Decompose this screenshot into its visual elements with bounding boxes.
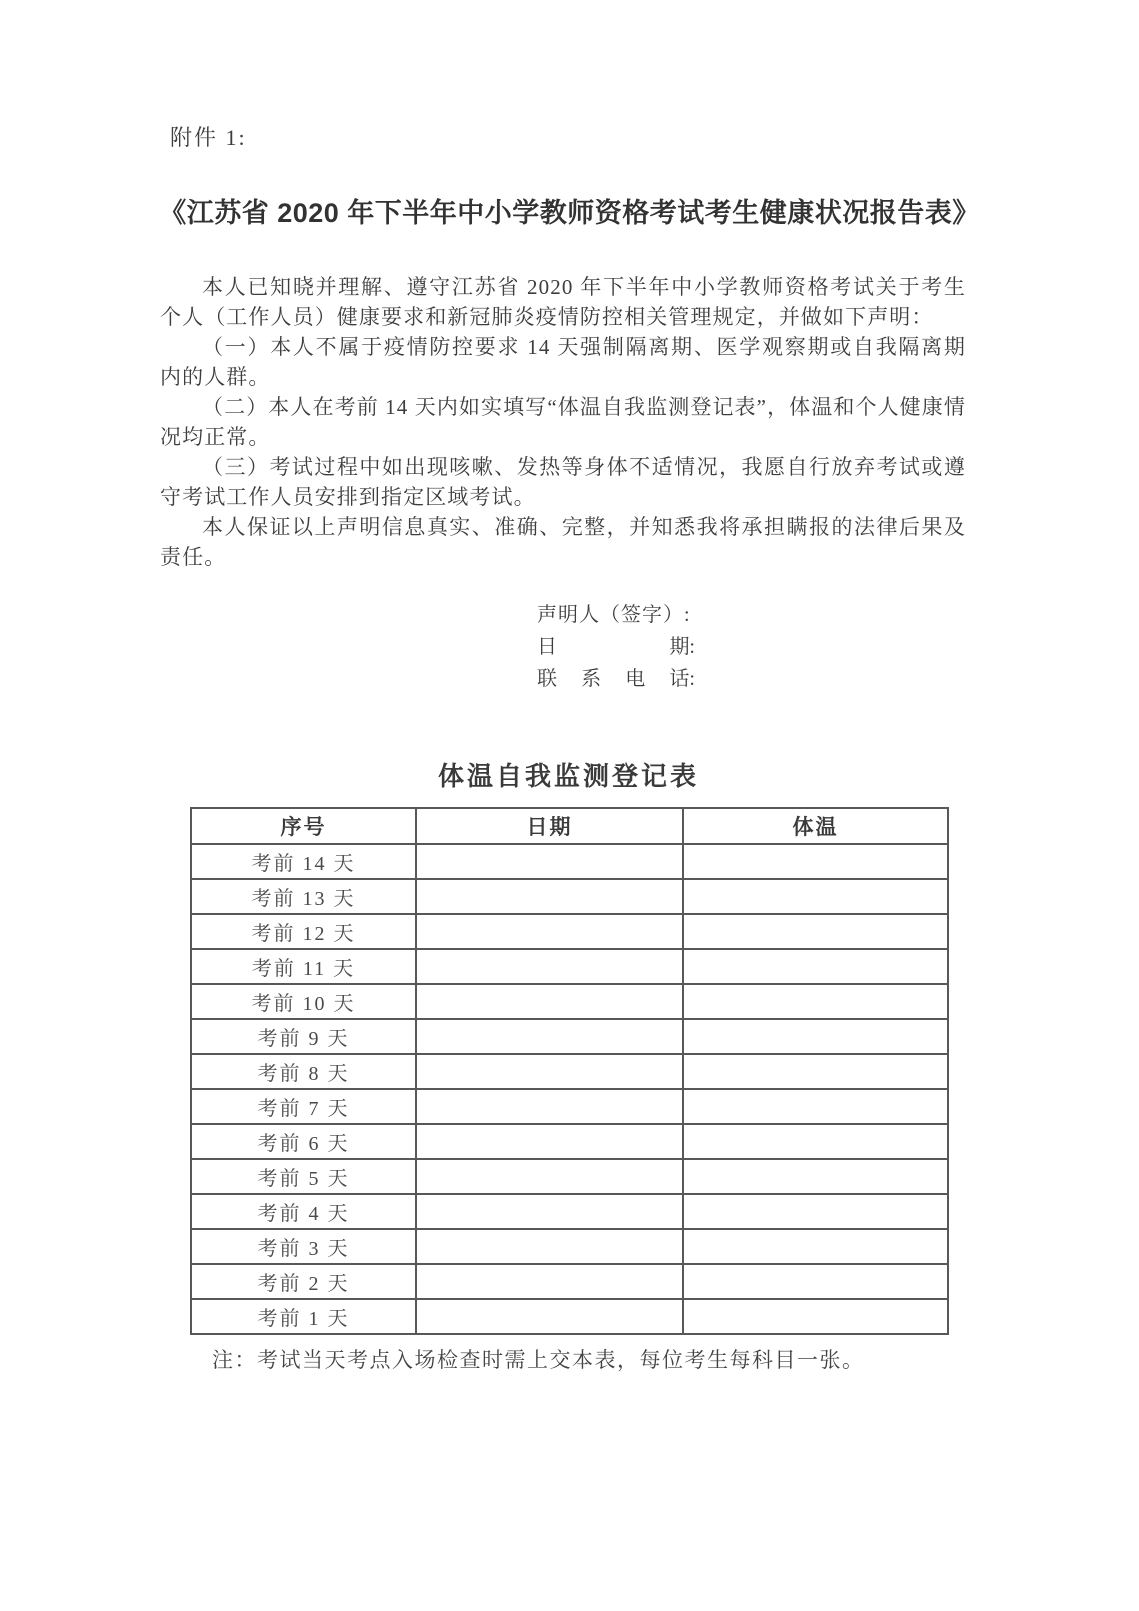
row-label: 考前 3 天 bbox=[191, 1229, 416, 1264]
row-label: 考前 8 天 bbox=[191, 1054, 416, 1089]
declaration-item-3: （三）考试过程中如出现咳嗽、发热等身体不适情况，我愿自行放弃考试或遵守考试工作人员安排到指定区域考试。 bbox=[160, 455, 966, 509]
date-cell bbox=[416, 1124, 683, 1159]
row-label: 考前 7 天 bbox=[191, 1089, 416, 1124]
table-row bbox=[191, 1229, 948, 1264]
date-cell bbox=[416, 1194, 683, 1229]
temp-cell bbox=[683, 1159, 948, 1194]
temp-cell bbox=[683, 1124, 948, 1159]
date-cell bbox=[416, 984, 683, 1019]
date-label bbox=[537, 631, 695, 663]
table-row bbox=[191, 1089, 948, 1124]
temp-cell bbox=[683, 1229, 948, 1264]
col-header-date: 日期 bbox=[416, 808, 683, 844]
row-label: 考前 9 天 bbox=[191, 1019, 416, 1054]
table-row bbox=[191, 1264, 948, 1299]
table-row bbox=[191, 1019, 948, 1054]
date-cell bbox=[416, 1299, 683, 1334]
table-row bbox=[191, 1194, 948, 1229]
temp-cell bbox=[683, 1299, 948, 1334]
date-cell bbox=[416, 879, 683, 914]
date-cell bbox=[416, 949, 683, 984]
table-row bbox=[191, 844, 948, 879]
date-cell bbox=[416, 1019, 683, 1054]
date-cell bbox=[416, 844, 683, 879]
monitor-table-title: 体温自我监测登记表 bbox=[437, 762, 699, 791]
row-label: 考前 12 天 bbox=[191, 914, 416, 949]
temp-cell bbox=[683, 949, 948, 984]
date-label-part: 日 bbox=[537, 636, 557, 658]
row-label: 考前 14 天 bbox=[191, 844, 416, 879]
table-row bbox=[191, 1299, 948, 1334]
temp-cell bbox=[683, 914, 948, 949]
table-row bbox=[191, 949, 948, 984]
temp-cell bbox=[683, 844, 948, 879]
col-header-temp: 体温 bbox=[683, 808, 948, 844]
date-cell bbox=[416, 1229, 683, 1264]
temp-cell bbox=[683, 1264, 948, 1299]
table-note: 注：考试当天考点入场检查时需上交本表，每位考生每科目一张。 bbox=[212, 1348, 865, 1372]
col-header-seq: 序号 bbox=[191, 808, 416, 844]
declaration-intro: 本人已知晓并理解、遵守江苏省 2020 年下半年中小学教师资格考试关于考生个人（工作人员）健康要求和新冠肺炎疫情防控相关管理规定，并做如下声明： bbox=[160, 275, 966, 329]
table-header-row bbox=[191, 808, 948, 844]
declaration-item-2: （二）本人在考前 14 天内如实填写“体温自我监测登记表”，体温和个人健康情况均正常。 bbox=[160, 395, 966, 449]
temp-cell bbox=[683, 1019, 948, 1054]
temp-cell bbox=[683, 1089, 948, 1124]
phone-label-part: 系 bbox=[581, 668, 602, 690]
temperature-monitor-table bbox=[190, 807, 949, 1335]
table-row bbox=[191, 1159, 948, 1194]
row-label: 考前 13 天 bbox=[191, 879, 416, 914]
declaration-item-1: （一）本人不属于疫情防控要求 14 天强制隔离期、医学观察期或自我隔离期内的人群。 bbox=[160, 335, 966, 389]
phone-label-part: 电 bbox=[625, 668, 646, 690]
row-label: 考前 4 天 bbox=[191, 1194, 416, 1229]
temp-cell bbox=[683, 1054, 948, 1089]
table-row bbox=[191, 879, 948, 914]
attachment-label: 附件 1: bbox=[170, 125, 247, 150]
phone-label-part: 联 bbox=[537, 668, 557, 690]
date-label-part: 期: bbox=[669, 636, 695, 658]
signature-block bbox=[537, 599, 695, 695]
document-title: 《江苏省 2020 年下半年中小学教师资格考试考生健康状况报告表》 bbox=[159, 198, 980, 228]
table-row bbox=[191, 1054, 948, 1089]
row-label: 考前 10 天 bbox=[191, 984, 416, 1019]
row-label: 考前 11 天 bbox=[191, 949, 416, 984]
date-cell bbox=[416, 1159, 683, 1194]
row-label: 考前 5 天 bbox=[191, 1159, 416, 1194]
temp-cell bbox=[683, 1194, 948, 1229]
row-label: 考前 1 天 bbox=[191, 1299, 416, 1334]
signer-label: 声明人（签字）: bbox=[537, 604, 691, 626]
phone-label bbox=[537, 663, 695, 695]
temp-cell bbox=[683, 984, 948, 1019]
phone-label-part: 话: bbox=[669, 668, 695, 690]
row-label: 考前 6 天 bbox=[191, 1124, 416, 1159]
date-cell bbox=[416, 1054, 683, 1089]
temp-cell bbox=[683, 879, 948, 914]
table-row bbox=[191, 914, 948, 949]
table-row bbox=[191, 1124, 948, 1159]
date-cell bbox=[416, 1089, 683, 1124]
table-row bbox=[191, 984, 948, 1019]
date-cell bbox=[416, 1264, 683, 1299]
declaration-text bbox=[160, 272, 966, 572]
date-cell bbox=[416, 914, 683, 949]
row-label: 考前 2 天 bbox=[191, 1264, 416, 1299]
declaration-guarantee: 本人保证以上声明信息真实、准确、完整，并知悉我将承担瞒报的法律后果及责任。 bbox=[160, 515, 966, 569]
